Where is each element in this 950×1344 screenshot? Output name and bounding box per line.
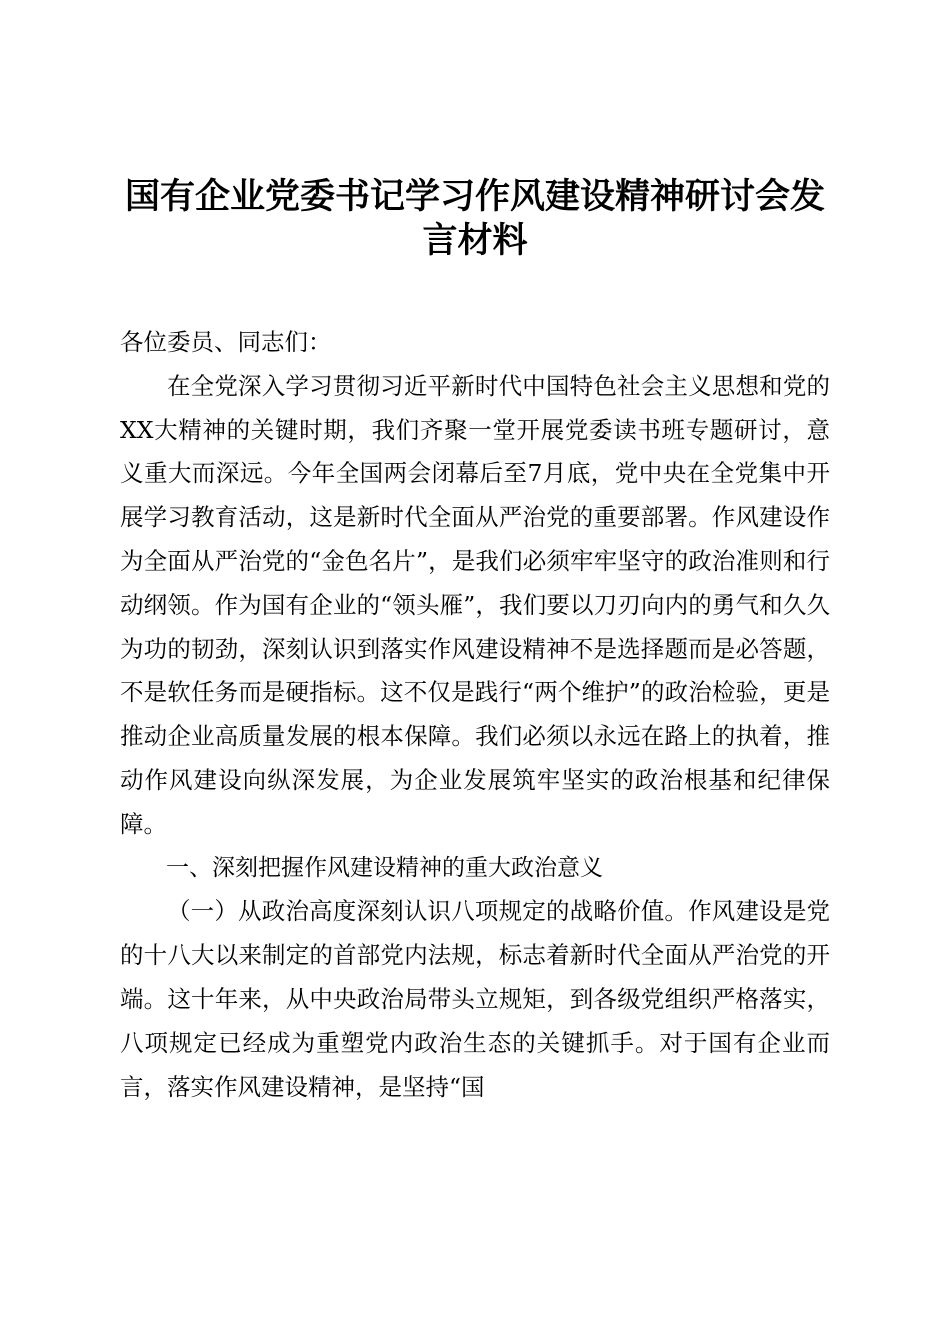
document-title: 国有企业党委书记学习作风建设精神研讨会发言材料 [124,176,825,261]
section-heading: 一、深刻把握作风建设精神的重大政治意义 [166,854,603,881]
salutation: 各位委员、同志们： [120,328,332,356]
intro-paragraph: 在全党深入学习贯彻习近平新时代中国特色社会主义思想和党的XX大精神的关键时期，我们齐聚一堂开展党委读书班专题研讨，意义重大而深远。今年全国两会闭幕后至7月底，党中央在全党集中开展学习教育活动，这是新时代全面从严治党的重要部署。作风建设作为全面从严治党的“金色名片”，是我们必须牢牢坚守的政治准则和行动纲领。作为国有企业的“领头雁”，我们要以刀刃向内的勇气和久久为功的韧劲，深刻认识到落实作风建设精神不是选择题而是必答题，不是软任务而是硬指标。这不仅是践行“两个维护”的政治检验，更是推动企业高质量发展的根本保障。我们必须以永远在路上的执着，推动作风建设向纵深发展，为企业发展筑牢坚实的政治根基和纪律保障。 [120,371,830,838]
document-body [120,321,830,1109]
section-paragraph: （一）从政治高度深刻认识八项规定的战略价值。作风建设是党的十八大以来制定的首部党内法规，标志着新时代全面从严治党的开端。这十年来，从中央政治局带头立规矩，到各级党组织严格落实，八项规定已经成为重塑党内政治生态的关键抓手。对于国有企业而言，落实作风建设精神，是坚持“国 [120,897,830,1101]
